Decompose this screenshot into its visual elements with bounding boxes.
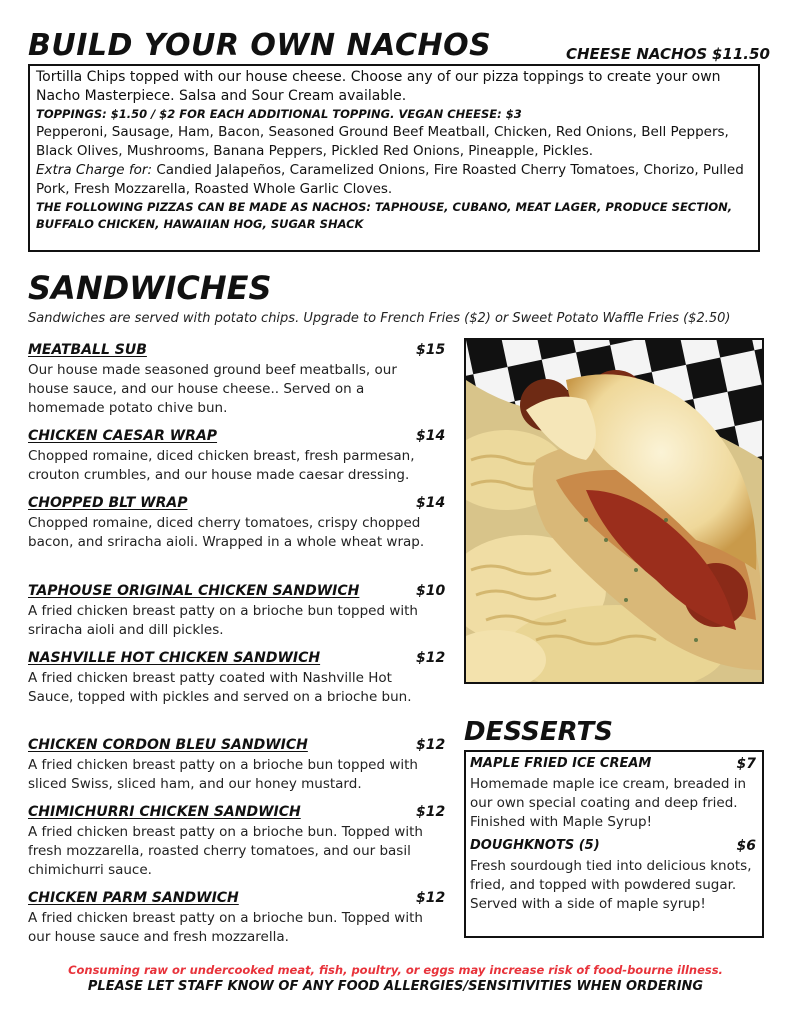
dessert-name: MAPLE FRIED ICE CREAM <box>470 756 652 771</box>
extra-charge-list: Candied Jalapeños, Caramelized Onions, Fire Roasted Cherry Tomatoes, Chorizo, Pulled Pork, Fresh Mozzarella, Roasted Whole Garlic Cloves. <box>36 162 744 197</box>
nachos-pizzas-note: THE FOLLOWING PIZZAS CAN BE MADE AS NACHOS: TAPHOUSE, CUBANO, MEAT LAGER, PRODUCE SECTION, BUFFALO CHICKEN, HAWAIIAN HOG, SUGAR SHACK <box>36 200 733 231</box>
dessert-description: Homemade maple ice cream, breaded in our own special coating and deep fried. Finished with Maple Syrup! <box>470 776 746 830</box>
item-price: $15 <box>416 342 446 358</box>
nachos-extra <box>36 161 752 199</box>
sandwiches-title: SANDWICHES <box>28 269 272 307</box>
meatball-sub-illustration <box>466 340 762 682</box>
item-price: $12 <box>416 650 446 666</box>
desserts-box <box>464 750 764 938</box>
item-description: Chopped romaine, diced cherry tomatoes, crispy chopped bacon, and sriracha aioli. Wrapped in a whole wheat wrap. <box>28 515 425 550</box>
nachos-box <box>28 64 760 252</box>
item-name: CHIMICHURRI CHICKEN SANDWICH <box>28 804 301 820</box>
nachos-title: BUILD YOUR OWN NACHOS <box>28 28 492 63</box>
dessert-price: $7 <box>736 756 756 772</box>
item-description: A fried chicken breast patty on a brioche bun topped with sliced Swiss, sliced ham, and our honey mustard. <box>28 757 418 792</box>
item-description: A fried chicken breast patty coated with Nashville Hot Sauce, topped with pickles and served on a brioche bun. <box>28 670 412 705</box>
item-description: A fried chicken breast patty on a brioche bun topped with sriracha aioli and dill pickles. <box>28 603 418 638</box>
item-description: Our house made seasoned ground beef meatballs, our house sauce, and our house cheese.. Served on a homemade potato chive bun. <box>28 362 397 416</box>
item-price: $14 <box>416 495 446 511</box>
food-safety-warning: Consuming raw or undercooked meat, fish, poultry, or eggs may increase risk of food-bourne illness. <box>68 963 723 977</box>
item-name: TAPHOUSE ORIGINAL CHICKEN SANDWICH <box>28 583 360 599</box>
nachos-description: Tortilla Chips topped with our house cheese. Choose any of our pizza toppings to create your own Nacho Masterpiece. Salsa and Sour Cream available. <box>36 69 721 104</box>
item-description: Chopped romaine, diced chicken breast, fresh parmesan, crouton crumbles, and our house made caesar dressing. <box>28 448 415 483</box>
desserts-title: DESSERTS <box>464 717 613 747</box>
dessert-item <box>470 836 758 914</box>
menu-item <box>28 581 446 640</box>
item-name: MEATBALL SUB <box>28 342 147 358</box>
allergy-notice: PLEASE LET STAFF KNOW OF ANY FOOD ALLERGIES/SENSITIVITIES WHEN ORDERING <box>87 979 704 994</box>
cheese-nachos-price: $11.50 <box>712 45 770 63</box>
extra-charge-label: Extra Charge for: <box>36 162 153 178</box>
item-description: A fried chicken breast patty on a brioche bun. Topped with fresh mozzarella, roasted cherry tomatoes, and our basil chimichurri sauce. <box>28 824 423 878</box>
menu-item <box>28 340 446 418</box>
nachos-toppings-list: Pepperoni, Sausage, Ham, Bacon, Seasoned Ground Beef Meatball, Chicken, Red Onions, Bell Peppers, Black Olives, Mushrooms, Banana Peppers, Pickled Red Onions, Pineapple, Pickles. <box>36 124 729 159</box>
item-name: CHICKEN CAESAR WRAP <box>28 428 218 444</box>
menu-item <box>28 802 446 880</box>
menu-item <box>28 493 446 552</box>
item-price: $10 <box>416 583 446 599</box>
menu-item <box>28 648 446 707</box>
dessert-description: Fresh sourdough tied into delicious knots, fried, and topped with powdered sugar. Served with a side of maple syrup! <box>470 858 752 912</box>
dessert-name: DOUGHKNOTS (5) <box>470 838 600 853</box>
dessert-price: $6 <box>736 838 756 854</box>
item-price: $12 <box>416 890 446 906</box>
menu-item <box>28 888 446 947</box>
item-name: CHICKEN PARM SANDWICH <box>28 890 239 906</box>
meatball-sub-photo <box>464 338 764 684</box>
item-name: CHICKEN CORDON BLEU SANDWICH <box>28 737 308 753</box>
item-price: $14 <box>416 428 446 444</box>
item-price: $12 <box>416 737 446 753</box>
item-price: $12 <box>416 804 446 820</box>
item-name: CHOPPED BLT WRAP <box>28 495 188 511</box>
item-name: NASHVILLE HOT CHICKEN SANDWICH <box>28 650 321 666</box>
dessert-item <box>470 754 758 832</box>
menu-item <box>28 426 446 485</box>
nachos-toppings-price: TOPPINGS: $1.50 / $2 FOR EACH ADDITIONAL TOPPING. VEGAN CHEESE: $3 <box>36 107 522 121</box>
cheese-nachos-label: CHEESE NACHOS <box>566 45 708 63</box>
item-description: A fried chicken breast patty on a brioche bun. Topped with our house sauce and fresh mozzarella. <box>28 910 423 945</box>
menu-item <box>28 735 446 794</box>
sandwiches-note: Sandwiches are served with potato chips. Upgrade to French Fries ($2) or Sweet Potato Waffle Fries ($2.50) <box>28 311 731 326</box>
